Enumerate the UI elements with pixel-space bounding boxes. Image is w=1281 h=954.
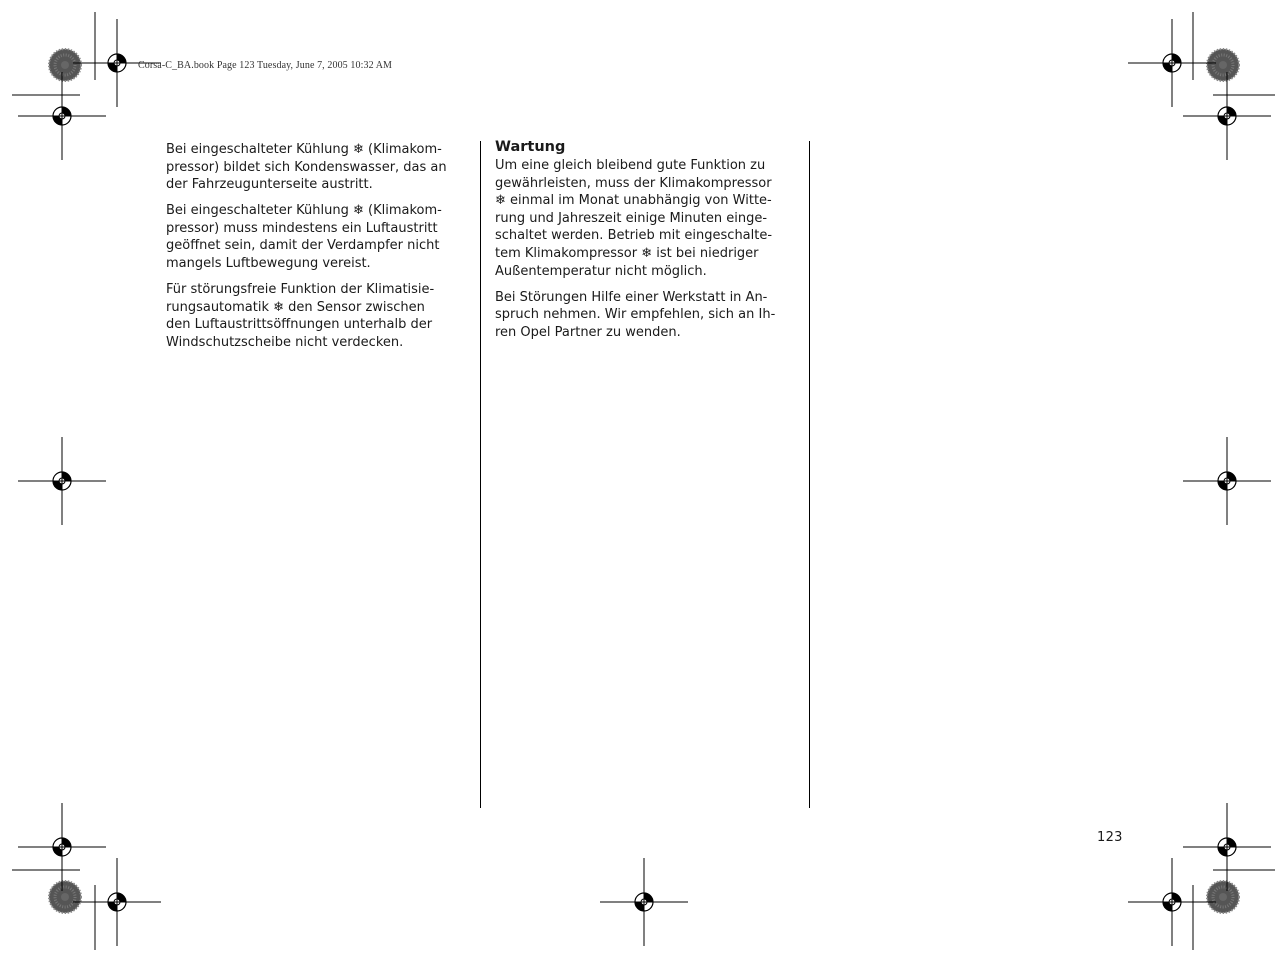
paragraph-sensor: [166, 281, 466, 351]
text-line: gewährleisten, muss der Klimakompressor: [495, 175, 772, 191]
section-heading: Wartung: [495, 139, 566, 155]
column-divider: [809, 141, 810, 808]
color-wheel-bottom-right: [1207, 881, 1239, 913]
column-divider: [480, 141, 481, 808]
registration-mark-icon: [18, 72, 106, 160]
text-line: rungsautomatik ❄ den Sensor zwischen: [166, 299, 425, 315]
registration-mark-icon: [1183, 437, 1271, 525]
text-line: der Fahrzeugunterseite austritt.: [166, 177, 373, 193]
text-line: geöffnet sein, damit der Verdampfer nicht: [166, 238, 440, 254]
registration-mark-icon: [1128, 858, 1216, 946]
text-line: Für störungsfreie Funktion der Klimatisie-: [166, 282, 435, 298]
right-column: [495, 138, 795, 350]
text-line: tem Klimakompressor ❄ ist bei niedriger: [495, 245, 759, 261]
text-line: Außentemperatur nicht möglich.: [495, 263, 707, 279]
text-line: rung und Jahreszeit einige Minuten einge-: [495, 210, 768, 226]
text-line: schaltet werden. Betrieb mit eingeschalte-: [495, 228, 773, 244]
paragraph-maintenance: [495, 157, 795, 280]
left-column: [166, 141, 466, 360]
text-line: Bei eingeschalteter Kühlung ❄ (Klimakom-: [166, 142, 442, 157]
text-line: Bei eingeschalteter Kühlung ❄ (Klimakom-: [166, 203, 442, 219]
page-number: 123: [1097, 830, 1123, 845]
print-header: Corsa-C_BA.book Page 123 Tuesday, June 7, 2005 10:32 AM: [138, 60, 393, 71]
color-wheel-top-left: [49, 49, 81, 81]
registration-mark-icon: [18, 803, 106, 891]
color-wheel-top-right: [1207, 49, 1239, 81]
paragraph-condensation: [166, 141, 466, 194]
text-line: mangels Luftbewegung vereist.: [166, 256, 371, 272]
registration-mark-icon: [600, 858, 688, 946]
text-line: Um eine gleich bleibend gute Funktion zu: [495, 158, 766, 173]
text-line: spruch nehmen. Wir empfehlen, sich an Ih-: [495, 307, 776, 323]
registration-mark-icon: [18, 437, 106, 525]
registration-mark-icon: [1183, 803, 1271, 891]
text-line: den Luftaustrittsöffnungen unterhalb der: [166, 317, 433, 333]
paragraph-workshop: [495, 289, 795, 342]
text-line: Bei Störungen Hilfe einer Werkstatt in An-: [495, 289, 768, 305]
registration-mark-icon: [73, 858, 161, 946]
text-line: pressor) bildet sich Kondenswasser, das an: [166, 159, 447, 175]
registration-mark-icon: [1183, 72, 1271, 160]
text-line: pressor) muss mindestens ein Luftaustritt: [166, 220, 438, 236]
paragraph-air-outlet: [166, 202, 466, 272]
registration-mark-icon: [1128, 19, 1216, 107]
text-line: ren Opel Partner zu wenden.: [495, 324, 681, 340]
text-line: Windschutzscheibe nicht verdecken.: [166, 334, 404, 350]
text-line: ❄ einmal im Monat unabhängig von Witte-: [495, 193, 772, 209]
color-wheel-bottom-left: [49, 881, 81, 913]
